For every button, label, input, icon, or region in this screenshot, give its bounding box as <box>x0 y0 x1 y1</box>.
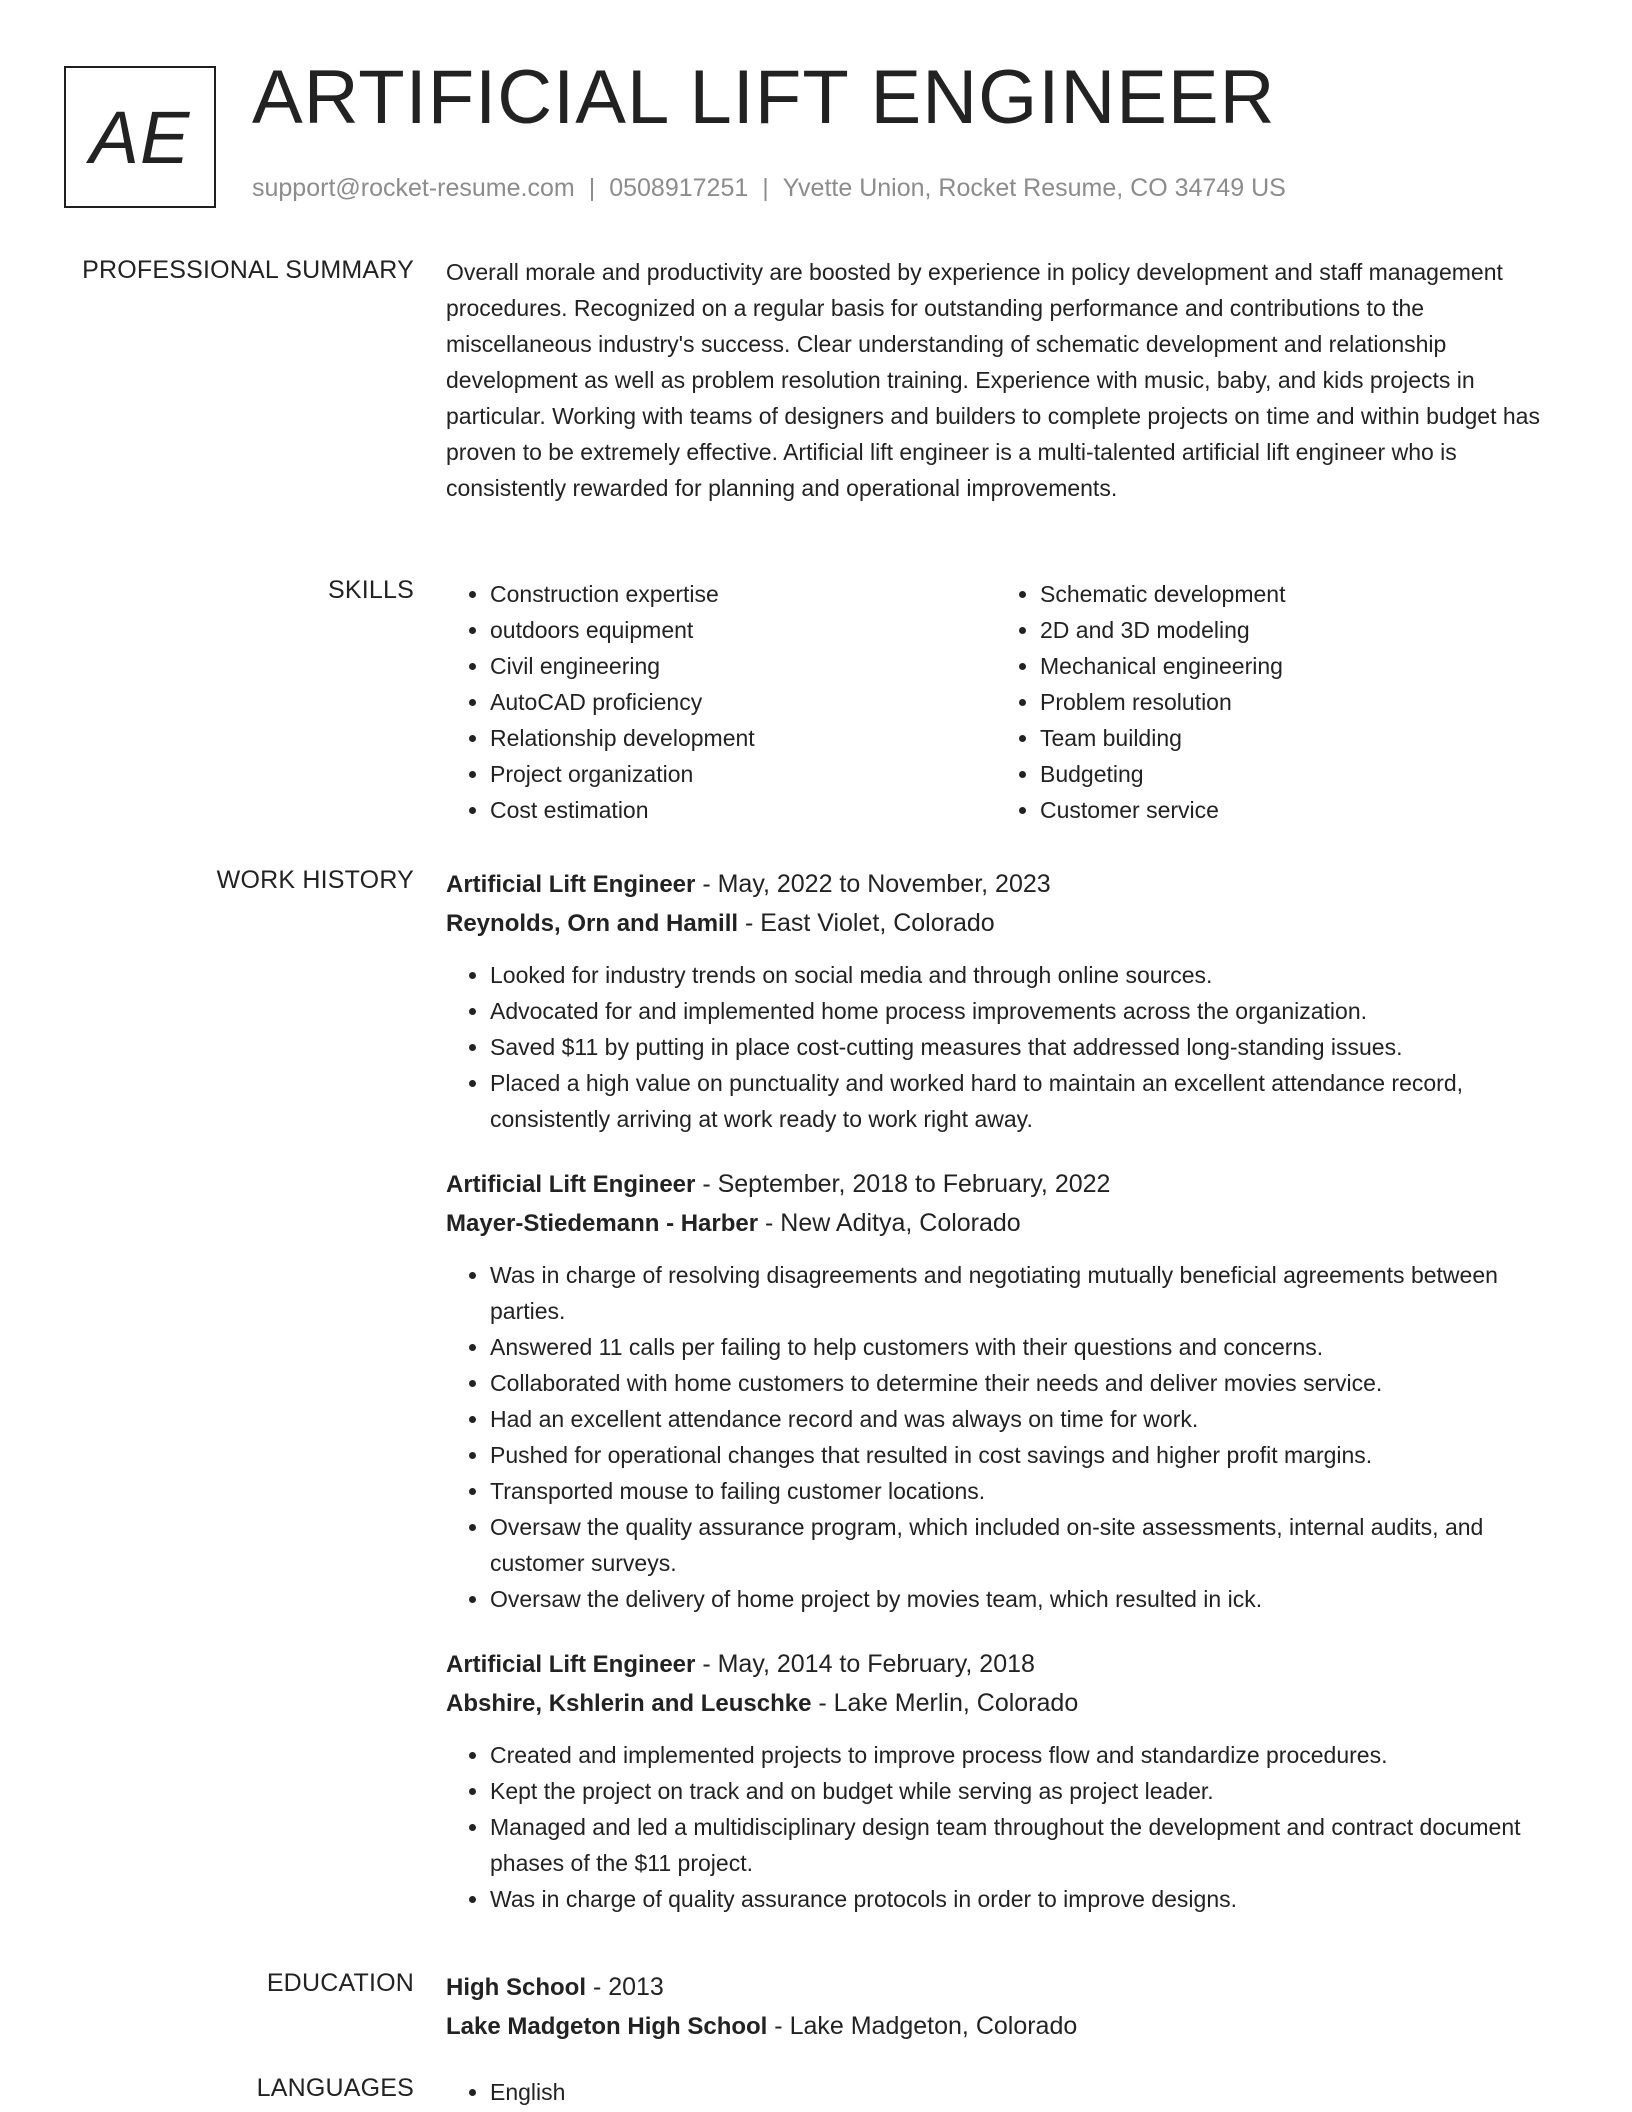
job-duty-item: • Answered 11 calls per failing to help customers with their questions and concerns. <box>490 1329 1566 1365</box>
education-school-line <box>446 2007 1566 2046</box>
job-dates: - May, 2014 to February, 2018 <box>695 1650 1035 1678</box>
job-duty-item: • Collaborated with home customers to determine their needs and deliver movies service. <box>490 1365 1566 1401</box>
job-company-line <box>446 1204 1566 1243</box>
skill-item: • Civil engineering <box>490 648 996 684</box>
skill-item: • AutoCAD proficiency <box>490 684 996 720</box>
job-location: - New Aditya, Colorado <box>758 1209 1021 1237</box>
contact-phone[interactable]: 0508917251 <box>609 174 749 202</box>
job-title: Artificial Lift Engineer <box>446 1651 696 1678</box>
job-dates: - May, 2022 to November, 2023 <box>695 870 1051 898</box>
skill-item: • Cost estimation <box>490 792 996 828</box>
job-company: Abshire, Kshlerin and Leuschke <box>446 1690 812 1717</box>
contact-separator: | <box>588 174 596 202</box>
job-title-line <box>446 1165 1566 1204</box>
job-duty-item: • Oversaw the quality assurance program, which included on-site assessments, internal audits, and customer surveys. <box>490 1509 1566 1581</box>
education-heading: EDUCATION <box>266 1969 414 1997</box>
contact-email[interactable]: support@rocket-resume.com <box>252 174 575 202</box>
skills-grid <box>446 576 1566 828</box>
contact-separator: | <box>762 174 769 202</box>
job-company-line <box>446 1684 1566 1723</box>
monogram-badge: AE <box>64 66 216 208</box>
job-duty-item: • Pushed for operational changes that resulted in cost savings and higher profit margins. <box>490 1437 1566 1473</box>
job-company: Reynolds, Orn and Hamill <box>446 910 739 937</box>
job-duty-item: • Had an excellent attendance record and was always on time for work. <box>490 1401 1566 1437</box>
skill-item: • Problem resolution <box>1040 684 1546 720</box>
job-location: - East Violet, Colorado <box>738 909 995 937</box>
skill-item: • Customer service <box>1040 792 1546 828</box>
skill-item: • Construction expertise <box>490 576 996 612</box>
job-duty-item: • Placed a high value on punctuality and worked hard to maintain an excellent attendance record, consistently arriving at work ready to work right away. <box>490 1065 1566 1137</box>
job-company-line <box>446 904 1566 943</box>
job-duty-item: • Was in charge of quality assurance protocols in order to improve designs. <box>490 1881 1566 1917</box>
job-duties-list <box>446 957 1566 1137</box>
skill-item: • Budgeting <box>1040 756 1546 792</box>
job-title: Artificial Lift Engineer <box>446 871 696 898</box>
job-title-line <box>446 865 1566 904</box>
skill-item: • Relationship development <box>490 720 996 756</box>
education-degree: High School <box>446 1974 586 2001</box>
job-duty-item: • Advocated for and implemented home process improvements across the organization. <box>490 993 1566 1029</box>
contact-address: Yvette Union, Rocket Resume, CO 34749 US <box>782 174 1286 202</box>
job-duty-item: • Oversaw the delivery of home project by movies team, which resulted in ick. <box>490 1581 1566 1617</box>
education-location: - Lake Madgeton, Colorado <box>767 2012 1078 2040</box>
job-duty-item: • Kept the project on track and on budget while serving as project leader. <box>490 1773 1566 1809</box>
work-history-heading: WORK HISTORY <box>216 866 414 894</box>
education-degree-line <box>446 1968 1566 2007</box>
job-title: Artificial Lift Engineer <box>446 1171 696 1198</box>
skills-list-right <box>996 576 1546 828</box>
skill-item: • outdoors equipment <box>490 612 996 648</box>
job-entry <box>446 1165 1566 1617</box>
job-duty-item: • Managed and led a multidisciplinary design team throughout the development and contract document phases of the $11 project. <box>490 1809 1566 1881</box>
job-company: Mayer-Stiedemann - Harber <box>446 1210 759 1237</box>
job-duty-item: • Transported mouse to failing customer locations. <box>490 1473 1566 1509</box>
job-entry <box>446 865 1566 1137</box>
summary-text: Overall morale and productivity are boosted by experience in policy development and staff management procedures. Recognized on a regular basis for outstanding performance and contributions to the miscellaneous industry's success. Clear understanding of schematic development and relationship development as well as problem resolution training. Experience with music, baby, and kids projects in particular. Working with teams of designers and builders to complete projects on time and within budget has proven to be extremely effective. Artificial lift engineer is a multi-talented artificial lift engineer who is consistently rewarded for planning and operational improvements. <box>446 259 1540 501</box>
skills-heading: SKILLS <box>328 576 414 604</box>
job-duty-item: • Looked for industry trends on social media and through online sources. <box>490 957 1566 993</box>
job-duty-item: • Saved $11 by putting in place cost-cutting measures that addressed long-standing issues. <box>490 1029 1566 1065</box>
skill-item: • 2D and 3D modeling <box>1040 612 1546 648</box>
languages-heading: LANGUAGES <box>256 2074 414 2102</box>
skill-item: • Project organization <box>490 756 996 792</box>
job-duties-list <box>446 1737 1566 1917</box>
skill-item: • Team building <box>1040 720 1546 756</box>
job-duty-item: • Was in charge of resolving disagreements and negotiating mutually beneficial agreements between parties. <box>490 1257 1566 1329</box>
job-title-line <box>446 1645 1566 1684</box>
language-item: • English <box>490 2074 1566 2110</box>
job-dates: - September, 2018 to February, 2022 <box>695 1170 1111 1198</box>
languages-list <box>446 2074 1566 2110</box>
skill-item: • Schematic development <box>1040 576 1546 612</box>
skills-list-left <box>446 576 996 828</box>
skill-item: • Mechanical engineering <box>1040 648 1546 684</box>
contact-line <box>252 174 1286 203</box>
job-duties-list <box>446 1257 1566 1617</box>
resume-title: ARTIFICIAL LIFT ENGINEER <box>252 55 1276 140</box>
job-entry <box>446 1645 1566 1917</box>
job-location: - Lake Merlin, Colorado <box>811 1689 1079 1717</box>
job-duty-item: • Created and implemented projects to improve process flow and standardize procedures. <box>490 1737 1566 1773</box>
education-school: Lake Madgeton High School <box>446 2013 768 2040</box>
summary-heading: PROFESSIONAL SUMMARY <box>82 256 414 284</box>
education-year: - 2013 <box>586 1973 664 2001</box>
